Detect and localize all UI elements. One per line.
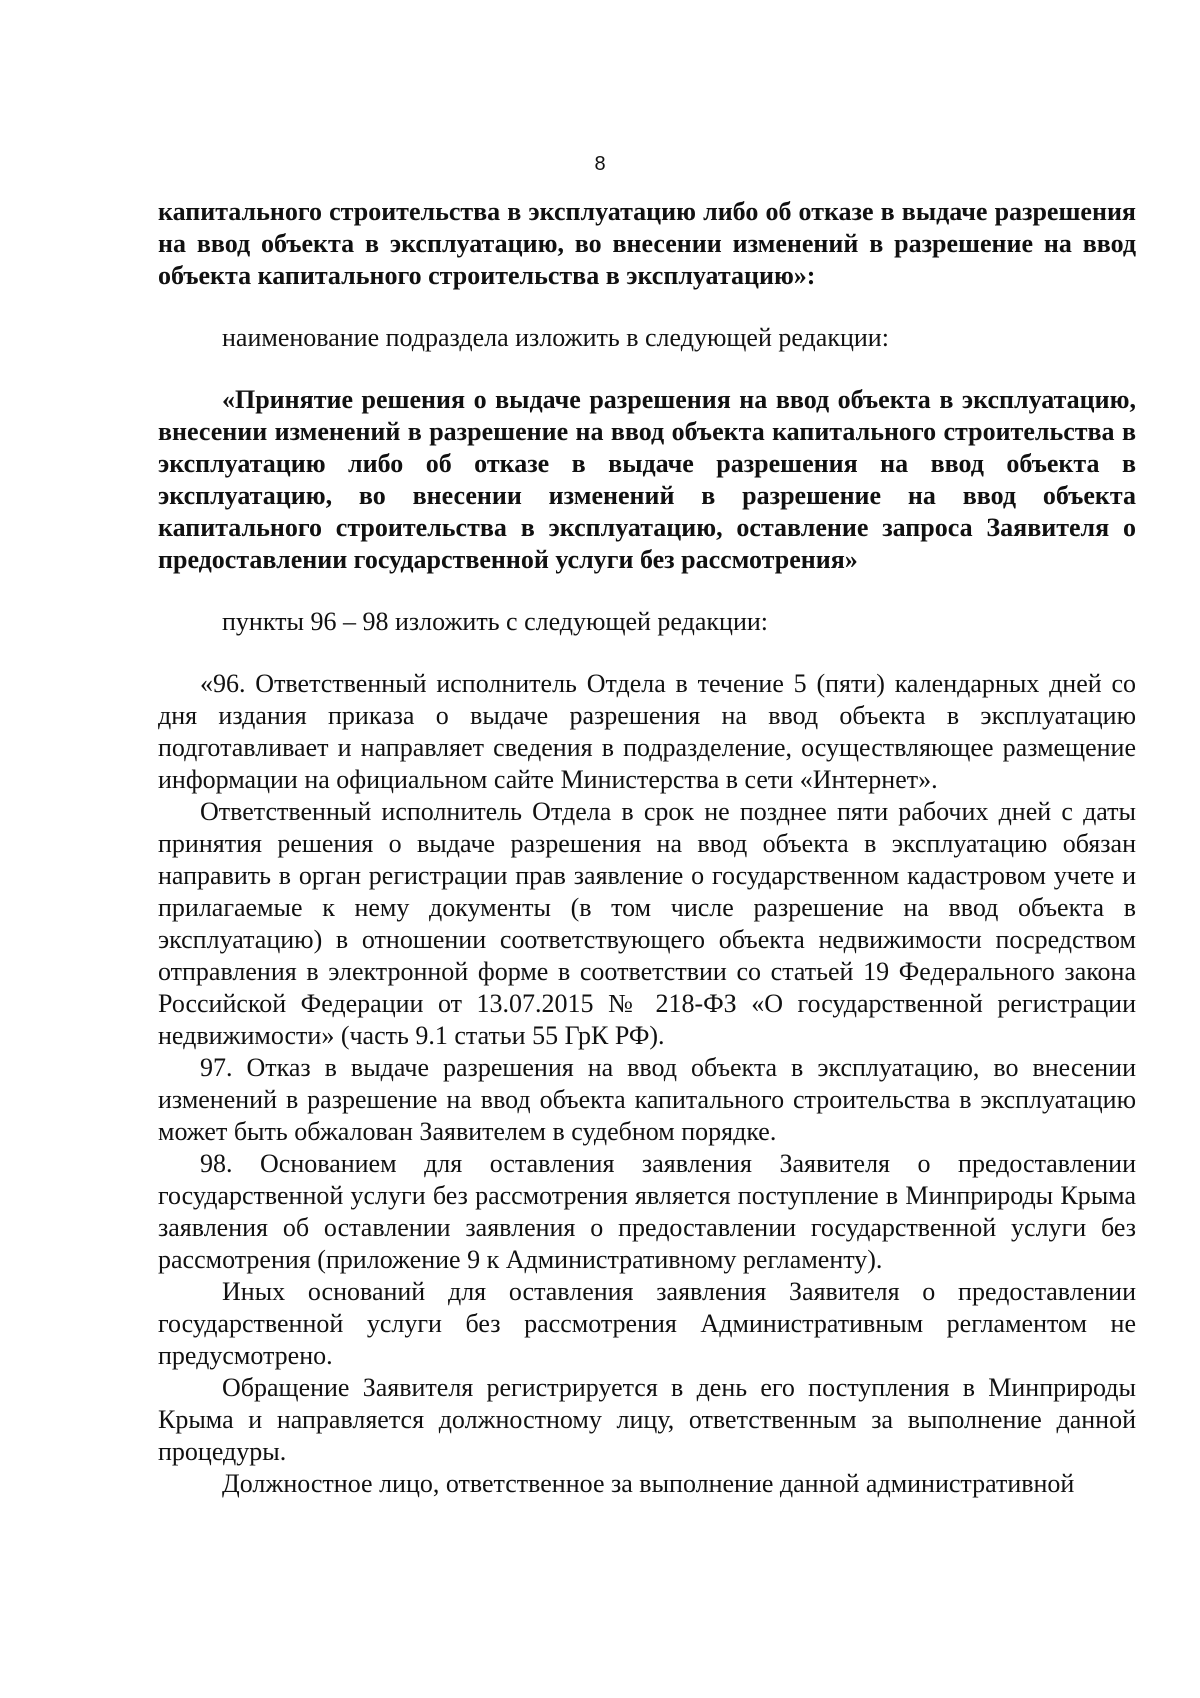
instruction-rename: наименование подраздела изложить в следующей редакции: — [222, 323, 889, 352]
new-subsection-heading: «Принятие решения о выдаче разрешения на ввод объекта в эксплуатацию, внесении изменений в разрешение на ввод объекта капитального строительства в эксплуатацию либо об отказе в выдаче разрешения на ввод объекта в эксплуатацию, во внесении изменений в разрешение на ввод объекта капитального строительства в эксплуатацию, оставление запроса Заявителя о предоставлении государственной услуги без рассмотрения» — [158, 385, 1136, 574]
heading-continuation: капитального строительства в эксплуатацию либо об отказе в выдаче разрешения на ввод объекта в эксплуатацию, во внесении изменений в разрешение на ввод объекта капитального строительства в эксплуатацию»: — [158, 197, 1136, 290]
paragraph-97: 97. Отказ в выдаче разрешения на ввод объекта в эксплуатацию, во внесении изменений в разрешение на ввод объекта капитального строительства в эксплуатацию может быть обжалован Заявителем в судебном порядке. — [158, 1053, 1136, 1146]
paragraph-98-official: Должностное лицо, ответственное за выполнение данной административной — [222, 1469, 1075, 1498]
paragraph-96: «96. Ответственный исполнитель Отдела в течение 5 (пяти) календарных дней со дня издания приказа о выдаче разрешения на ввод объекта в эксплуатацию подготавливает и направляет сведения в подразделение, осуществляющее размещение информации на официальном сайте Министерства в сети «Интернет». — [158, 669, 1136, 794]
paragraph-98-no-other-grounds: Иных оснований для оставления заявления Заявителя о предоставлении государственной услуги без рассмотрения Административным регламентом не предусмотрено. — [158, 1277, 1136, 1370]
page-number: 8 — [594, 153, 606, 175]
paragraph-98: 98. Основанием для оставления заявления Заявителя о предоставлении государственной услуги без рассмотрения является поступление в Минприроды Крыма заявления об оставлении заявления о предоставлении государственной услуги без рассмотрения (приложение 9 к Административному регламенту). — [158, 1149, 1136, 1274]
paragraph-96-second: Ответственный исполнитель Отдела в срок не позднее пяти рабочих дней с даты принятия решения о выдаче разрешения на ввод объекта в эксплуатацию обязан направить в орган регистрации прав заявление о государственном кадастровом учете и прилагаемые к нему документы (в том числе разрешение на ввод объекта в эксплуатацию) в отношении соответствующего объекта недвижимости посредством отправления в электронной форме в соответствии со статьей 19 Федерального закона Российской Федерации от 13.07.2015 № 218-ФЗ «О государственной регистрации недвижимости» (часть 9.1 статьи 55 ГрК РФ). — [158, 797, 1136, 1050]
paragraph-98-registration: Обращение Заявителя регистрируется в день его поступления в Минприроды Крыма и направляется должностному лицу, ответственным за выполнение данной процедуры. — [158, 1373, 1136, 1466]
instruction-points: пункты 96 – 98 изложить с следующей редакции: — [222, 607, 768, 636]
document-body — [158, 196, 1136, 1500]
